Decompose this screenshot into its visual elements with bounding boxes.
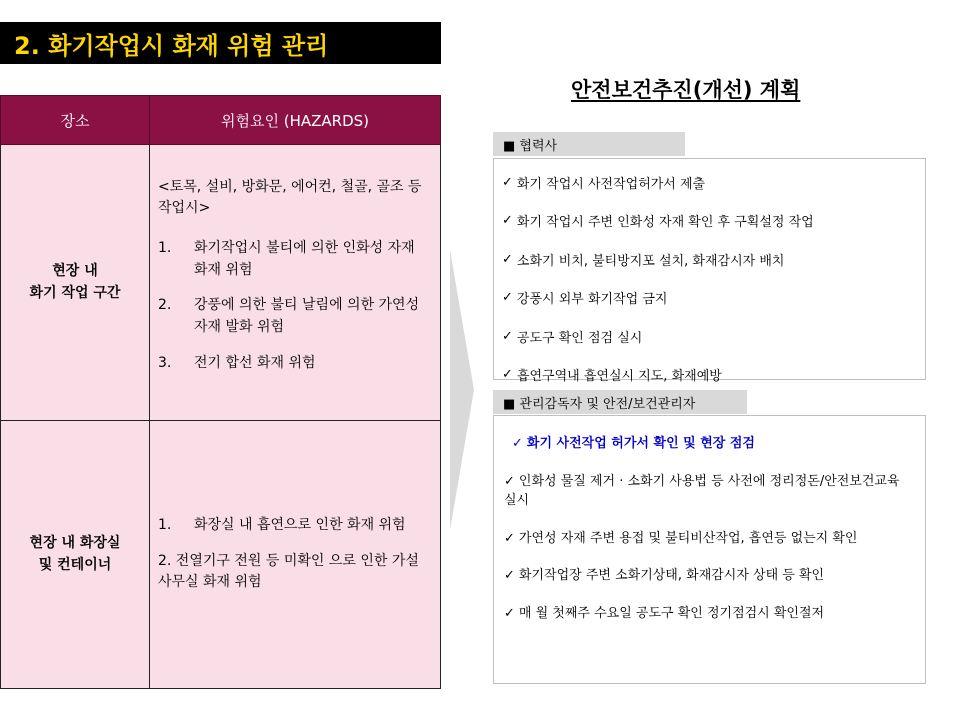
list-item — [502, 356, 925, 395]
list-item-text: 가연성 자재 주변 용접 및 불티비산작업, 흡연등 없는지 확인 — [518, 530, 858, 546]
hazard-item: 2. 전열기구 전원 등 미확인 으로 인한 가설 사무실 화재 위험 — [158, 552, 419, 591]
list-item-text: 화기 작업시 사전작업허가서 제출 — [516, 176, 706, 192]
list-item — [502, 163, 925, 202]
table-row — [1, 421, 441, 689]
list-item — [504, 529, 915, 549]
list-item-text: 화기 사전작업 허가서 확인 및 현장 점검 — [526, 436, 755, 451]
list-item — [502, 279, 925, 318]
hazard-item — [158, 295, 426, 338]
hazard-number: 1. — [158, 239, 172, 256]
section-label-partner: ■ 협력사 — [493, 132, 685, 156]
list-item — [504, 434, 915, 454]
hazard-number: 3. — [158, 354, 172, 371]
partner-plan-box — [493, 158, 926, 385]
check-icon: ✓ — [502, 251, 513, 267]
list-item — [504, 604, 915, 624]
list-item-text: 화기작업장 주변 소화기상태, 화재감시자 상태 등 확인 — [518, 568, 825, 583]
hazard-number: 1. — [158, 516, 172, 533]
check-icon: ✓ — [504, 530, 515, 546]
place-label: 현장 내 화장실 및 컨테이너 — [29, 534, 121, 573]
check-icon: ✓ — [504, 473, 515, 489]
check-icon: ✓ — [502, 328, 513, 344]
place-cell — [1, 145, 150, 421]
check-icon: ✓ — [504, 605, 515, 621]
hazards-cell — [150, 145, 441, 421]
list-item-text: 소화기 비치, 불티방지포 설치, 화재감시자 배치 — [516, 253, 785, 269]
place-cell — [1, 421, 150, 689]
hazard-number: 2. — [158, 297, 172, 314]
arrow-shape — [450, 250, 474, 530]
hazard-text: 화장실 내 흡연으로 인한 화재 위험 — [194, 516, 406, 533]
list-item-text: 공도구 확인 점검 실시 — [516, 330, 643, 346]
page-title: 2. 화기작업시 화재 위험 관리 — [0, 22, 441, 64]
place-label: 현장 내 화기 작업 구간 — [29, 262, 121, 301]
check-icon: ✓ — [512, 436, 523, 451]
manager-plan-box — [493, 415, 926, 684]
hazards-cell — [150, 421, 441, 689]
check-icon: ✓ — [502, 174, 513, 190]
list-item-text: 인화성 물질 제거 · 소화기 사용법 등 사전에 정리정돈/안전보건교육 실시 — [504, 473, 900, 508]
check-icon: ✓ — [504, 568, 515, 583]
check-icon: ✓ — [502, 367, 513, 383]
hazard-text: 전기 합선 화재 위험 — [194, 354, 316, 371]
hazard-item — [158, 353, 426, 375]
header-hazards: 위험요인 (HAZARDS) — [150, 96, 441, 145]
list-item-text: 화기 작업시 주변 인화성 자재 확인 후 구획설정 작업 — [516, 215, 814, 231]
hazard-item — [158, 238, 426, 281]
list-item — [502, 202, 925, 241]
table-row — [1, 145, 441, 421]
hazard-text: 강풍에 의한 불티 날림에 의한 가연성 자재 발화 위험 — [194, 297, 420, 336]
header-place: 장소 — [1, 96, 150, 145]
list-item — [504, 472, 915, 511]
list-item — [504, 566, 915, 586]
check-icon: ✓ — [502, 290, 513, 306]
plan-title: 안전보건추진(개선) 계획 — [571, 78, 801, 102]
list-item — [502, 317, 925, 356]
table-header-row — [1, 96, 441, 145]
hazard-text: 화기작업시 불티에 의한 인화성 자재 화재 위험 — [194, 239, 415, 278]
list-item-text: 흡연구역내 흡연실시 지도, 화재예방 — [516, 369, 722, 385]
section-label-manager: ■ 관리감독자 및 안전/보건관리자 — [493, 390, 747, 414]
hazard-intro: <토목, 설비, 방화문, 에어컨, 철골, 골조 등 작업시> — [158, 178, 422, 217]
list-item — [502, 240, 925, 279]
hazard-table — [0, 95, 441, 689]
check-icon: ✓ — [502, 213, 513, 229]
list-item-text: 강풍시 외부 화기작업 금지 — [516, 292, 668, 308]
hazard-item — [158, 515, 426, 537]
list-item-text: 매 월 첫째주 수요일 공도구 확인 정기점검시 확인절저 — [518, 605, 825, 621]
